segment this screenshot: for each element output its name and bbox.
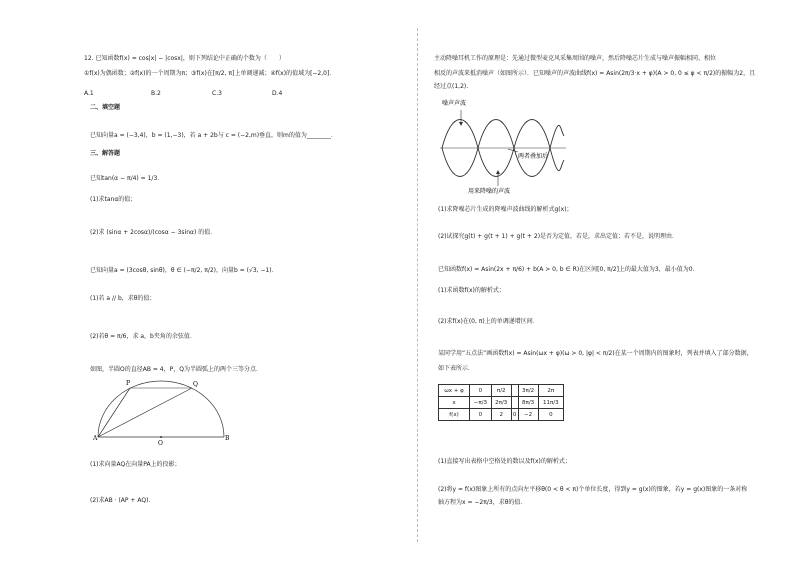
p6-q1: (1)直接写出表格中空格处的数以及f(x)的解析式；	[438, 458, 571, 465]
table-cell	[511, 385, 518, 397]
center-point	[160, 436, 162, 438]
p3-q1: (1)求向量AQ在向量PA上的投影；	[90, 461, 181, 468]
table-cell	[511, 397, 518, 409]
p4-line3: 经过点(1,2).	[434, 83, 469, 90]
p3-q2: (2)求AB · (AP + AQ)．	[90, 497, 155, 504]
p6-q2b: 轴方程为x = −2π/3，求θ的值．	[438, 499, 527, 506]
table-row	[439, 385, 564, 397]
table-cell: 2	[491, 409, 511, 421]
option-c: C.3	[212, 90, 222, 97]
column-divider	[417, 28, 418, 542]
segment-ap	[98, 388, 130, 437]
table-cell: π/2	[491, 385, 511, 397]
label-q: Q	[193, 381, 198, 388]
section-fill-heading: 二、填空题	[90, 104, 121, 111]
semicircle-figure	[92, 378, 232, 446]
p2-q1: (1)若 a // b，求θ的值；	[90, 295, 156, 302]
option-a: A.1	[84, 90, 94, 97]
table-cell: −π/3	[470, 397, 492, 409]
p2-given: 已知向量a = (3cosθ, sinθ)，θ ∈ (−π/2, π/2)，向量b = (√3, −1)．	[90, 267, 278, 274]
table-cell: 0	[470, 409, 492, 421]
fill-question: 已知向量a = (−3,4)，b = (1,−3)，若 a + 2b与 c = (−2,m)垂直，则m的值为________．	[90, 132, 337, 139]
p1-q2: (2)求 (sinα + 2cosα)/(cosα − 3sinα) 的值．	[90, 229, 217, 236]
arrow-cancel-head	[496, 170, 500, 174]
left-column	[84, 0, 406, 562]
label-b: B	[225, 435, 230, 442]
table-cell: 2π	[538, 385, 563, 397]
semicircle-arc	[98, 381, 224, 437]
table-cell: 2π/3	[491, 397, 511, 409]
table-cell: 0	[538, 409, 563, 421]
table-cell: x	[439, 397, 470, 409]
label-a: A	[93, 435, 98, 442]
table-cell: −2	[518, 409, 538, 421]
table-row	[439, 397, 564, 409]
p1-given: 已知tan(α − π/4) = 1/3.	[90, 175, 160, 182]
label-noise-wave: 噪声声波	[442, 100, 467, 107]
right-column	[434, 0, 756, 562]
table-cell: f(x)	[439, 409, 470, 421]
label-cancel-wave: 用来降噪的声波	[468, 188, 511, 194]
label-result-wave: 两者叠加后	[518, 153, 549, 160]
q12-stem: 12. 已知函数f(x) = cos|x| − |cosx|，则下列结论中正确的个数为（ ）	[84, 55, 285, 62]
q12-statements: ①f(x)为偶函数；②f(x)的一个周期为π；③f(x)在[π/2, π]上单调递减；④f(x)的值域为[−2,0]．	[84, 70, 336, 77]
table-cell: 0	[511, 409, 518, 421]
table-row	[439, 409, 564, 421]
p4-line1: 主动降噪耳机工作的原理是：先通过微型麦克风采集周围的噪声，然后降噪芯片生成与噪声振幅相同、相位	[434, 55, 717, 62]
p5-q1: (1)求函数f(x)的解析式；	[438, 287, 505, 294]
p3-given: 如图，半圆O的直径AB = 4，P，Q为半圆弧上的两个三等分点．	[90, 366, 262, 373]
table-cell: ωx + φ	[439, 385, 470, 397]
p6-q2a: (2)将y = f(x)图象上所有的点向左平移θ(0 < θ < π)个单位长度，得到y = g(x)的图象，若y = g(x)图象的一条对称	[438, 486, 748, 493]
p1-q1: (1)求tanα的值；	[90, 196, 137, 203]
p6-line2: 如下表所示．	[438, 365, 475, 372]
p5-q2: (2)求f(x)在(0, π)上的单调递增区间．	[438, 318, 539, 325]
p4-q2: (2)试探究g(t) + g(t + 1) + g(t + 2)是否为定值，若是，求出定值；若不是，说明理由．	[438, 233, 679, 240]
option-d: D.4	[272, 90, 283, 97]
label-o: O	[158, 440, 163, 446]
option-b: B.2	[151, 90, 161, 97]
section-solve-heading: 三、解答题	[90, 150, 121, 157]
p6-line1: 某同学用“五点法”画函数f(x) = Asin(ωx + φ)(ω > 0, |φ| < π/2)在某一个周期内的图象时，列表并填入了部分数据，	[438, 350, 753, 357]
table-cell: 3π/2	[518, 385, 538, 397]
table-cell: 0	[470, 385, 492, 397]
table-cell: 11π/3	[538, 397, 563, 409]
five-point-table	[438, 384, 564, 421]
label-p: P	[126, 380, 131, 387]
p4-line2: 相反的声波来抵消噪声（如图所示）．已知噪声的声波曲线f(x) = Asin(2π/3·x + φ)(A > 0, 0 ≤ φ < π/2)的振幅为2，且	[434, 70, 756, 77]
segment-aq	[98, 388, 192, 437]
table-cell: 8π/3	[518, 397, 538, 409]
arrow-noise-head	[459, 122, 463, 126]
p4-q1: (1)求降噪芯片生成的降噪声波曲线的解析式g(x)；	[438, 206, 573, 213]
sound-wave-figure	[438, 96, 568, 194]
p5-given: 已知函数f(x) = Asin(2x + π/6) + b(A > 0, b ∈ R)在区间[0, π/2]上的最大值为3，最小值为0．	[438, 266, 699, 273]
p2-q2: (2)若θ = π/6，求 a，b夹角的余弦值．	[90, 333, 196, 340]
